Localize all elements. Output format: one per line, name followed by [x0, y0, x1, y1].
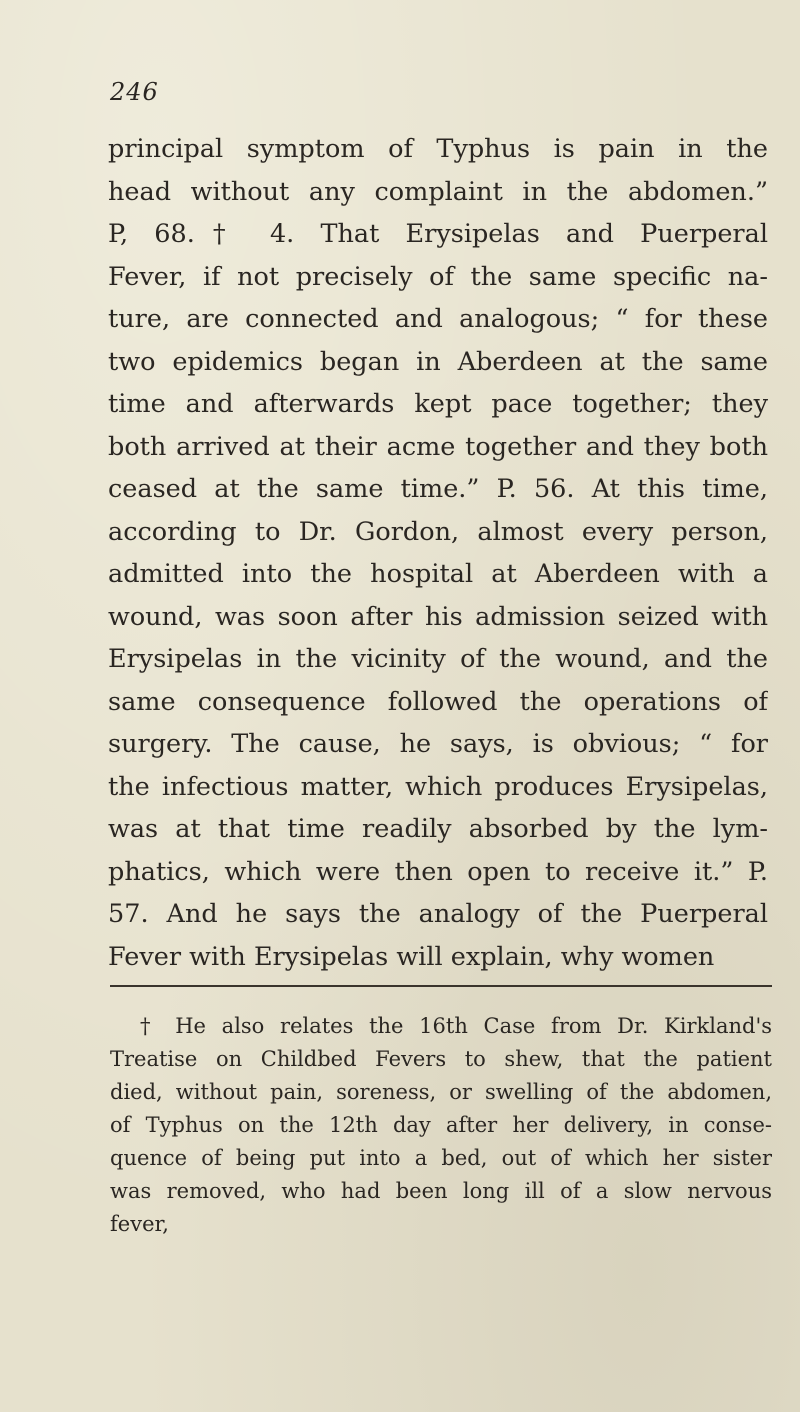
body-line: the infectious matter, which produces Erysipelas,	[108, 771, 768, 802]
body-line: both arrived at their acme together and they both	[108, 431, 768, 462]
body-line: 57. And he says the analogy of the Puerperal	[108, 899, 768, 929]
footnote	[110, 1010, 772, 1241]
body-line: principal symptom of Typhus is pain in the	[108, 134, 768, 164]
body-line: was at that time readily absorbed by the lym-	[108, 814, 768, 844]
body-line: surgery. The cause, he says, is obvious; “ for	[108, 729, 768, 759]
body-line: phatics, which were then open to receive it.” P.	[108, 856, 768, 887]
body-line: Erysipelas in the vicinity of the wound, and the	[108, 644, 768, 674]
footnote-line: was removed, who had been long ill of a slow nervous	[110, 1179, 772, 1203]
body-line: according to Dr. Gordon, almost every person,	[108, 516, 768, 547]
body-line: Fever with Erysipelas will explain, why women	[108, 941, 715, 972]
body-line: P, 68.† 4. That Erysipelas and Puerperal	[108, 219, 768, 249]
body-text	[108, 128, 768, 978]
body-line: Fever, if not precisely of the same specific na-	[108, 261, 768, 292]
body-line: two epidemics began in Aberdeen at the same	[108, 346, 768, 377]
footnote-line: † He also relates the 16th Case from Dr. Kirkland's	[140, 1014, 772, 1038]
footnote-line: of Typhus on the 12th day after her delivery, in conse-	[110, 1113, 772, 1137]
body-line: wound, was soon after his admission seized with	[108, 601, 768, 632]
footnote-line: quence of being put into a bed, out of which her sister	[110, 1146, 772, 1170]
body-line: admitted into the hospital at Aberdeen with a	[108, 559, 768, 589]
footnote-line: Treatise on Childbed Fevers to shew, that the patient	[110, 1047, 772, 1071]
body-line: same consequence followed the operations of	[108, 686, 768, 717]
body-line: ceased at the same time.” P. 56. At this time,	[108, 474, 768, 504]
footnote-line: died, without pain, soreness, or swelling of the abdomen,	[110, 1080, 772, 1104]
page-number: 246	[110, 78, 159, 106]
body-line: time and afterwards kept pace together; they	[108, 389, 768, 419]
body-line: ture, are connected and analogous; “ for these	[108, 304, 768, 334]
body-line: head without any complaint in the abdomen.”	[108, 176, 768, 207]
footnote-line: fever,	[110, 1212, 169, 1236]
footnote-divider	[110, 985, 772, 987]
